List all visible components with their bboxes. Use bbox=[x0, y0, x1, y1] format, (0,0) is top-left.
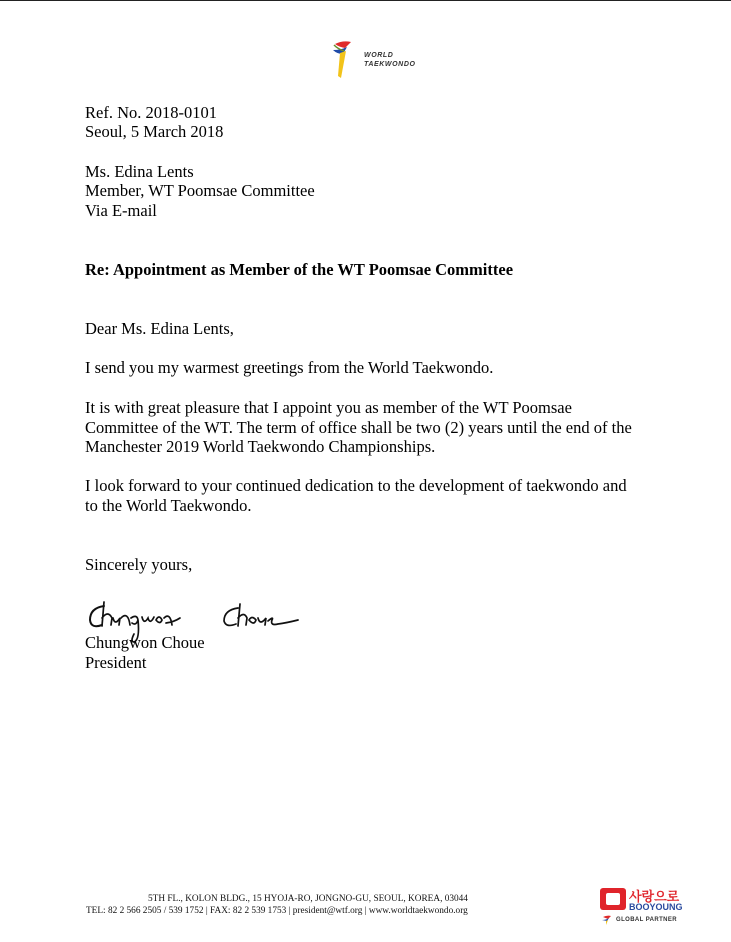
recipient-name: Ms. Edina Lents bbox=[85, 162, 194, 181]
partner-badge-icon bbox=[600, 888, 626, 910]
paragraph-greeting: I send you my warmest greetings from the World Taekwondo. bbox=[85, 358, 494, 377]
paragraph-closing-line: I look forward to your continued dedication to the development of taekwondo and bbox=[85, 476, 627, 495]
top-border-line bbox=[0, 0, 731, 1]
closing-phrase: Sincerely yours, bbox=[85, 555, 193, 574]
recipient-title: Member, WT Poomsae Committee bbox=[85, 181, 315, 200]
paragraph-appointment-line: It is with great pleasure that I appoint you as member of the WT Poomsae bbox=[85, 398, 572, 417]
logo-text-line1: WORLD bbox=[364, 52, 394, 59]
signer-title: President bbox=[85, 653, 147, 672]
partner-korean-text: 사랑으로 bbox=[629, 890, 680, 905]
logo-wordmark bbox=[364, 51, 416, 69]
subject-line: Re: Appointment as Member of the WT Poomsae Committee bbox=[85, 260, 514, 279]
paragraph-closing-line: to the World Taekwondo. bbox=[85, 496, 252, 515]
footer-address: 5TH FL., KOLON BLDG., 15 HYOJA-RO, JONGNO-GU, SEOUL, KOREA, 03044 bbox=[148, 894, 468, 904]
partner-label: GLOBAL PARTNER bbox=[616, 917, 678, 923]
paragraph-appointment-line: Manchester 2019 World Taekwondo Championships. bbox=[85, 437, 436, 456]
logo-text-line2: TAEKWONDO bbox=[364, 61, 416, 68]
partner-wt-mark-icon bbox=[602, 915, 614, 925]
salutation: Dear Ms. Edina Lents, bbox=[85, 319, 234, 338]
global-partner-logo bbox=[598, 885, 693, 929]
place-date: Seoul, 5 March 2018 bbox=[85, 122, 224, 141]
delivery-method: Via E-mail bbox=[85, 201, 157, 220]
paragraph-appointment-line: Committee of the WT. The term of office shall be two (2) years until the end of the bbox=[85, 418, 632, 437]
signer-name: Chungwon Choue bbox=[85, 633, 205, 652]
partner-brand-text: BOOYOUNG bbox=[629, 902, 683, 912]
footer-contact: TEL: 82 2 566 2505 / 539 1752 | FAX: 82 2 539 1753 | president@wtf.org | www.worldtaekwondo.org bbox=[86, 906, 468, 916]
reference-number: Ref. No. 2018-0101 bbox=[85, 103, 217, 122]
